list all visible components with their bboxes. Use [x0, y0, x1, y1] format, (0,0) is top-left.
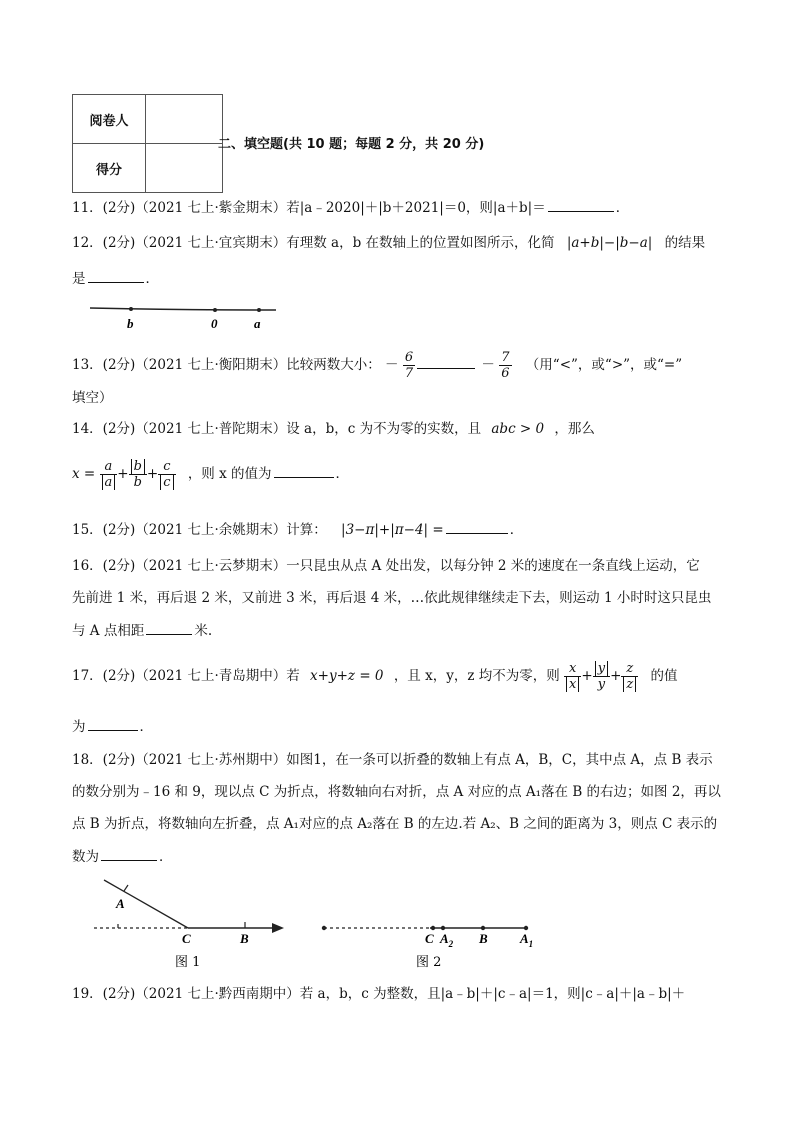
answer-blank[interactable]: [146, 620, 192, 635]
question-16-line2: 先前进 1 米，再后退 2 米，又前进 3 米，再后退 4 米，…依此规律继续走下去，则运动 1 小时时这只昆虫: [72, 590, 712, 606]
fig1-label-B: B: [240, 931, 249, 946]
q15-expression: |3−π|+|π−4| =: [341, 522, 444, 538]
label-zero: 0: [211, 316, 218, 331]
fig1-label-C: C: [182, 931, 191, 946]
question-13-line2: 填空）: [72, 390, 113, 406]
answer-blank[interactable]: [101, 846, 157, 861]
question-16-line3: 与 A 点相距 米.: [72, 620, 212, 641]
question-17-line2: 为 ．: [72, 716, 153, 737]
fig2-label-C: C: [425, 931, 434, 946]
label-b: b: [127, 316, 134, 331]
label-a: a: [254, 316, 261, 331]
question-17: 17．(2分)（2021 七上·青岛期中）若 x+y+z = 0 ，且 x，y，z 均不为零，则 $\frac{x}{x}$ + $\frac{y}{y}$ + $\frac{z}{z}$ 的值: [72, 661, 678, 692]
answer-blank[interactable]: [548, 197, 614, 212]
fig2-label-B: B: [479, 931, 488, 946]
arrow-icon: [272, 923, 284, 933]
question-16: 16．(2分)（2021 七上·云梦期末）一只昆虫从点 A 处出发，以每分钟 2 米的速度在一条直线上运动，它: [72, 558, 700, 574]
question-18-line4: 数为 ．: [72, 846, 173, 867]
score-label: 得分: [73, 144, 146, 193]
reviewer-cell[interactable]: [146, 95, 223, 144]
q12-expression: |a+b|−|b−a|: [566, 235, 653, 251]
fraction: $\frac{6}{7}$: [404, 350, 414, 381]
question-19: 19．(2分)（2021 七上·黔西南期中）若 a，b，c 为整数，且|a﹣b|＋|c﹣a|＝1，则|c﹣a|＋|a﹣b|＋: [72, 986, 686, 1002]
question-14-line2: x = $\frac{a}{a}$ + $\frac{b}{b}$ + $\frac{c}{c}$ ，则 x 的值为 ．: [72, 459, 350, 490]
section-header: 二、填空题(共 10 题；每题 2 分，共 20 分): [218, 137, 485, 152]
question-18-line2: 的数分别为﹣16 和 9，现以点 C 为折点，将数轴向右对折，点 A 对应的点 A₁落在 B 的右边；如图 2，再以: [72, 784, 721, 800]
reviewer-label: 阅卷人: [73, 95, 146, 144]
question-18: 18．(2分)（2021 七上·苏州期中）如图1，在一条可以折叠的数轴上有点 A，B，C，其中点 A，点 B 表示: [72, 752, 713, 768]
question-12: 12．(2分)（2021 七上·宜宾期末）有理数 a，b 在数轴上的位置如图所示，化简 |a+b|−|b−a| 的结果: [72, 235, 706, 251]
answer-blank[interactable]: [88, 716, 138, 731]
q12-number-line: [88, 300, 288, 334]
fig1-label-A: A: [116, 896, 125, 911]
fig2-label-A1: $A_1$: [520, 931, 534, 949]
question-18-line3: 点 B 为折点，将数轴向左折叠，点 A₁对应的点 A₂落在 B 的左边.若 A₂、B 之间的距离为 3，则点 C 表示的: [72, 816, 718, 832]
question-15: 15．(2分)（2021 七上·余姚期末）计算： |3−π|+|π−4| = ．: [72, 519, 523, 540]
score-cell[interactable]: [146, 144, 223, 193]
fig2-label-A2: $A_2$: [440, 931, 454, 949]
question-11: 11．(2分)（2021 七上·紫金期末）若|a﹣2020|＋|b＋2021|＝0，则|a＋b|＝ ．: [72, 197, 629, 218]
fig1-caption: 图 1: [175, 955, 201, 970]
fig2-caption: 图 2: [416, 955, 442, 970]
point-b: [129, 307, 133, 311]
answer-blank[interactable]: [417, 354, 475, 369]
question-12-line2: 是 ．: [72, 268, 159, 289]
fraction: $\frac{7}{6}$: [501, 350, 510, 381]
point-a: [257, 308, 261, 312]
figure-2: [310, 874, 540, 972]
figure-1: [88, 874, 293, 972]
score-table: [72, 94, 223, 193]
answer-blank[interactable]: [274, 463, 334, 478]
question-13: 13．(2分)（2021 七上·衡阳期末）比较两数大小： － $\frac{6}{7}$ － $\frac{7}{6}$ （用“<”，或“>”，或“=”: [72, 350, 683, 381]
question-14: 14．(2分)（2021 七上·普陀期末）设 a，b，c 为不为零的实数，且 abc > 0 ，那么: [72, 421, 595, 437]
answer-blank[interactable]: [446, 519, 508, 534]
point-zero: [213, 308, 217, 312]
answer-blank[interactable]: [88, 268, 144, 283]
